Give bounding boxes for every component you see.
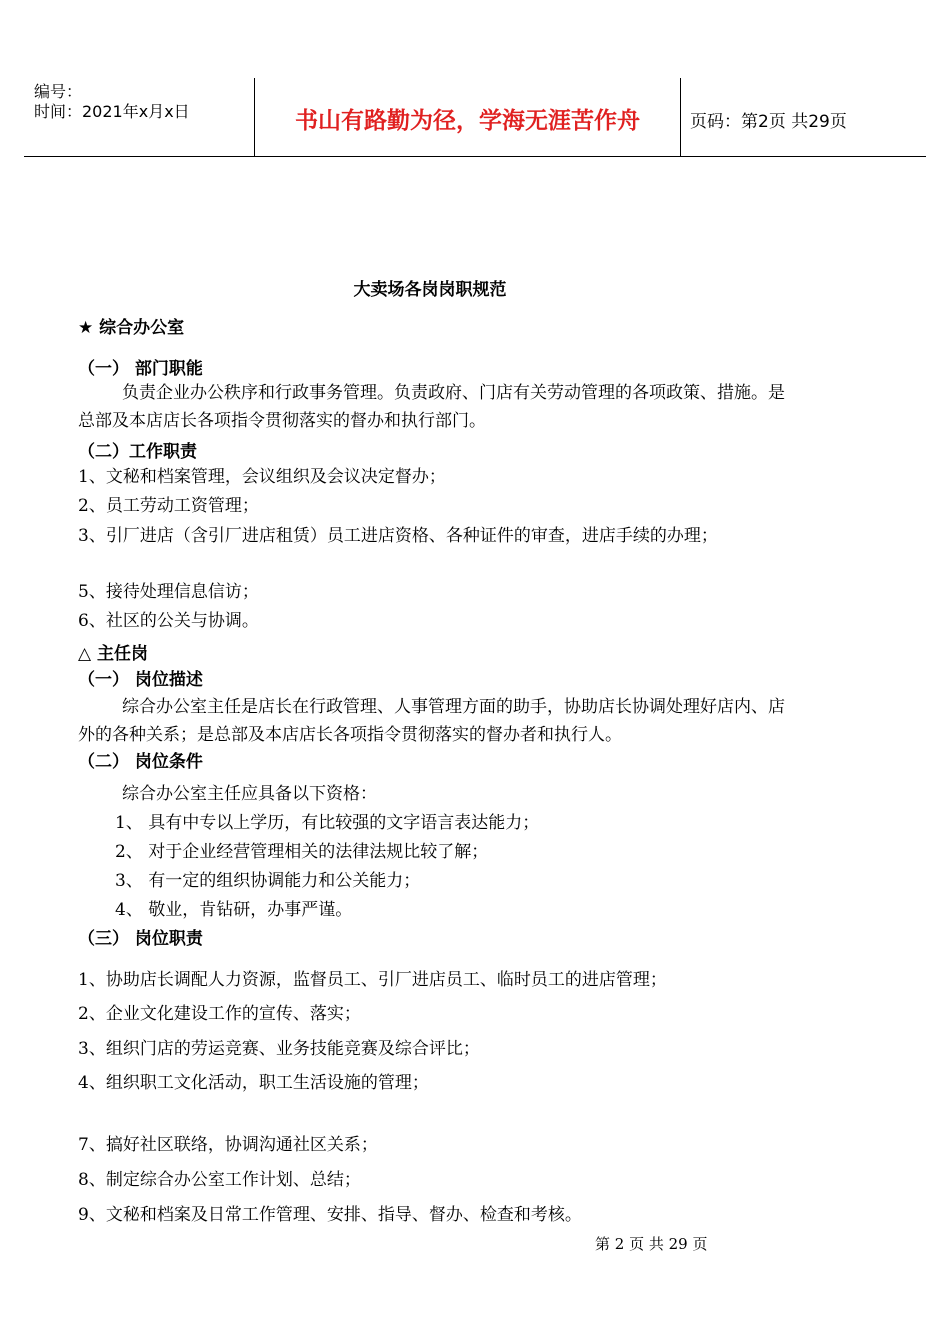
- list-item: 1、协助店长调配人力资源，监督员工、引厂进店员工、临时员工的进店管理；: [78, 970, 667, 990]
- list-item: 9、文秘和档案及日常工作管理、安排、指导、督办、检查和考核。: [78, 1205, 582, 1225]
- paragraph-line: 综合办公室主任是店长在行政管理、人事管理方面的助手，协助店长协调处理好店内、店: [122, 697, 785, 717]
- list-item: 4、组织职工文化活动，职工生活设施的管理；: [78, 1073, 429, 1093]
- paragraph-line: 负责企业办公秩序和行政事务管理。负责政府、门店有关劳动管理的各项政策、措施。是: [122, 383, 785, 403]
- document-number-label: 编号：: [34, 82, 83, 101]
- post-conditions-heading: （二） 岗位条件: [78, 752, 203, 772]
- list-item: 3、组织门店的劳运竞赛、业务技能竞赛及综合评比；: [78, 1039, 480, 1059]
- document-time-label: 时间：2021年x月x日: [34, 102, 190, 121]
- header-motto: 书山有路勤为径，学海无涯苦作舟: [295, 108, 640, 134]
- work-duties-heading: （二）工作职责: [78, 442, 197, 462]
- header-meta: [34, 82, 190, 122]
- list-item: 6、社区的公关与协调。: [78, 611, 259, 631]
- list-item: 5、接待处理信息信访；: [78, 582, 259, 602]
- section-heading: ★ 综合办公室: [78, 318, 185, 338]
- list-item: 2、企业文化建设工作的宣传、落实；: [78, 1004, 361, 1024]
- list-item: 8、制定综合办公室工作计划、总结；: [78, 1170, 361, 1190]
- paragraph-line: 总部及本店店长各项指令贯彻落实的督办和执行部门。: [78, 411, 486, 431]
- post-description-heading: （一） 岗位描述: [78, 670, 203, 690]
- conditions-intro: 综合办公室主任应具备以下资格：: [122, 784, 377, 804]
- document-title: 大卖场各岗岗职规范: [353, 280, 507, 300]
- list-item: 1、 具有中专以上学历，有比较强的文字语言表达能力；: [115, 813, 540, 833]
- dept-function-heading: （一） 部门职能: [78, 359, 203, 379]
- post-duties-heading: （三） 岗位职责: [78, 929, 203, 949]
- list-item: 3、引厂进店（含引厂进店租赁）员工进店资格、各种证件的审查，进店手续的办理；: [78, 526, 718, 546]
- list-item: 2、员工劳动工资管理；: [78, 496, 259, 516]
- list-item: 1、文秘和档案管理，会议组织及会议决定督办；: [78, 467, 446, 487]
- paragraph-line: 外的各种关系；是总部及本店店长各项指令贯彻落实的督办者和执行人。: [78, 725, 622, 745]
- list-item: 3、 有一定的组织协调能力和公关能力；: [115, 871, 421, 891]
- list-item: 7、搞好社区联络，协调沟通社区关系；: [78, 1135, 378, 1155]
- page-header: [24, 78, 926, 157]
- header-divider: [680, 78, 681, 156]
- header-page-info: 页码：第2页 共29页: [690, 112, 847, 132]
- post-heading: △ 主任岗: [78, 644, 148, 664]
- list-item: 4、 敬业，肯钻研，办事严谨。: [115, 900, 353, 920]
- page-footer: 第 2 页 共 29 页: [595, 1235, 708, 1253]
- list-item: 2、 对于企业经营管理相关的法律法规比较了解；: [115, 842, 489, 862]
